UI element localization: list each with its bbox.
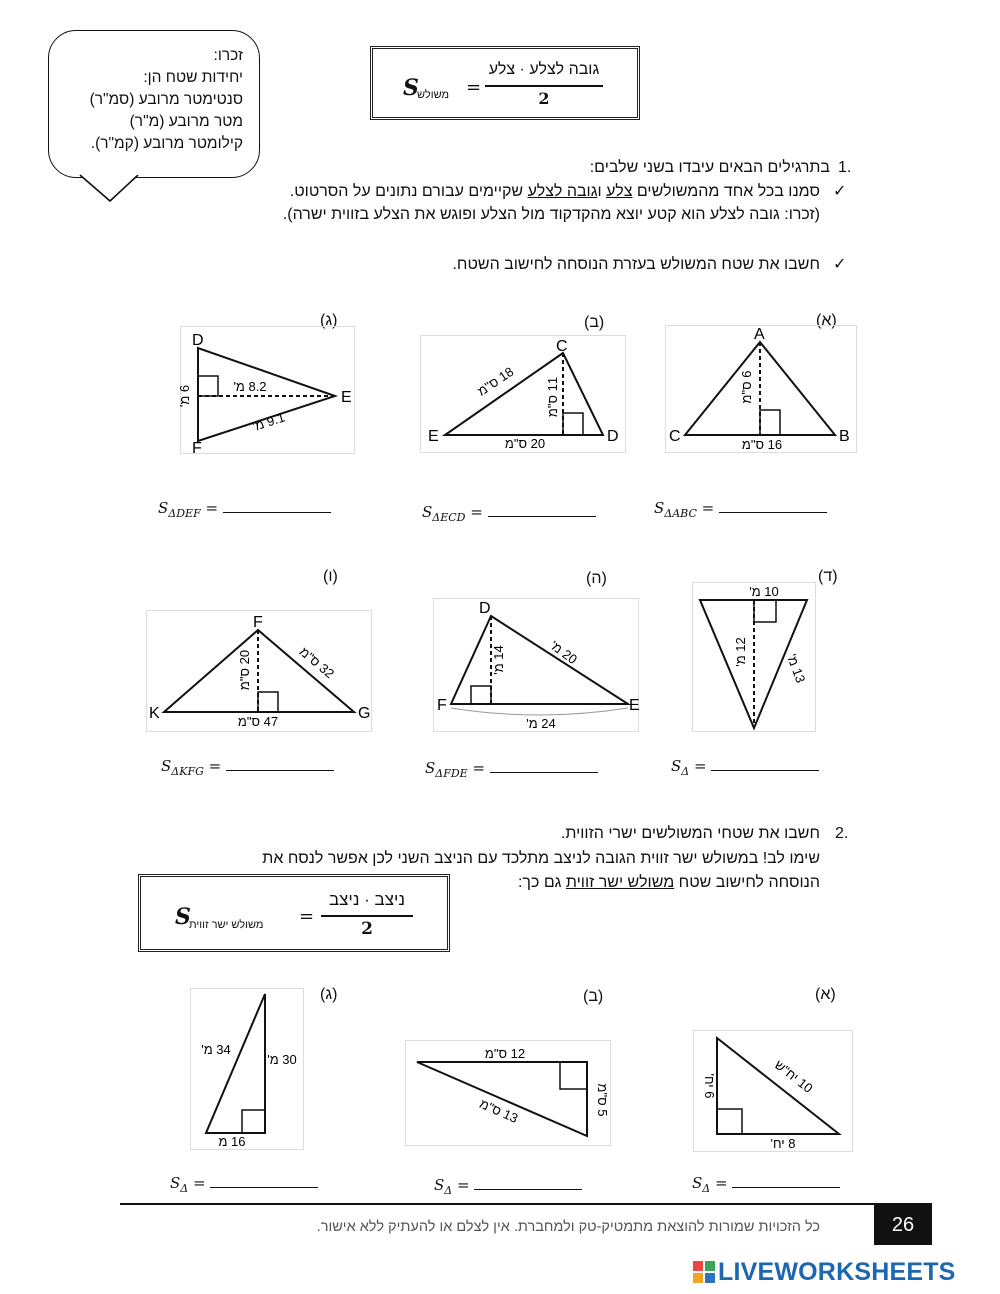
measure-label: 10 מ'	[749, 584, 779, 599]
answer-symbol: S	[425, 759, 436, 777]
text-part: גם כך:	[517, 874, 566, 891]
question2-intro: חשבו את שטחי המשולשים ישרי הזווית.	[560, 825, 820, 842]
answer-symbol: S	[158, 499, 169, 517]
right-triangle-c	[190, 988, 304, 1150]
answer-symbol: S	[654, 499, 665, 517]
vertex-label: E	[341, 389, 352, 406]
reminder-bubble	[48, 30, 260, 178]
vertex-label: F	[437, 697, 447, 714]
vertex-label: E	[629, 697, 640, 714]
measure-label: 13 ס"מ	[477, 1095, 521, 1126]
question1-number: 1.	[838, 159, 852, 176]
reminder-line: סנטימטר מרובע (סמ"ר)	[89, 91, 243, 108]
measure-label: 32 ס"מ	[296, 643, 338, 682]
answer-symbol: S	[422, 503, 433, 521]
check-mark-icon: ✓	[833, 183, 847, 200]
measure-label: 20 ס"מ	[237, 649, 252, 691]
answer-input[interactable]	[711, 756, 819, 771]
measure-label: 30 מ'	[267, 1052, 297, 1067]
formula-symbol: S	[175, 904, 191, 930]
question1-step1	[290, 181, 820, 202]
underlined-term: גובה לצלע	[527, 183, 598, 200]
question1-intro: בתרגילים הבאים עיבדו בשני שלבים:	[589, 159, 830, 176]
answer-right-b: $S_\Delta$ =	[434, 1175, 582, 1197]
reminder-text	[90, 45, 243, 155]
footer-copyright: כל הזכויות שמורות להוצאת מתמטיק-טק ולמחברת. אין לצלם או להעתיק ללא אישור.	[316, 1219, 820, 1235]
formula-numerator: גובה לצלע · צלע	[488, 61, 600, 78]
triangle-abc	[665, 325, 857, 453]
underlined-term: משולש ישר זווית	[565, 874, 675, 891]
vertex-label: F	[192, 440, 202, 457]
answer-subscript: ΔFDE	[435, 767, 468, 780]
text-part: סמנו בכל אחד מהמשולשים	[632, 183, 820, 200]
answer-def: $S_{\Delta DEF}$ =	[158, 498, 331, 520]
measure-label: 8.2 מ'	[233, 379, 267, 394]
vertex-label: C	[556, 338, 568, 355]
answer-symbol: S	[434, 1176, 445, 1194]
fraction-line	[485, 85, 603, 87]
vertex-label: B	[839, 428, 850, 445]
answer-d: $S_\Delta$ =	[671, 756, 819, 778]
text-part: שקיימים עבורם נתונים על הסרטוט.	[289, 183, 528, 200]
formula-subscript: משולש	[417, 89, 450, 101]
question2-note-line2	[518, 872, 820, 893]
measure-label: 12 מ'	[733, 637, 748, 667]
answer-input[interactable]	[223, 498, 331, 513]
formula-numerator: ניצב · ניצב	[328, 890, 406, 909]
measure-label: 14 מ'	[491, 645, 506, 675]
question1-note: (זכרו: גובה לצלע הוא קטע יוצא מהקדקוד מול הצלע ופוגש את הצלע בזווית ישרה).	[282, 206, 820, 223]
triangle-label: (א)	[815, 986, 836, 1003]
triangle-ecd	[420, 335, 626, 453]
answer-symbol: S	[170, 1174, 181, 1192]
answer-subscript: ΔKFG	[171, 765, 204, 778]
formula-subscript: משולש ישר זווית	[189, 919, 264, 931]
measure-label: 6 מ'	[177, 384, 192, 408]
measure-label: 9.1 מ'	[250, 409, 287, 434]
question2-note: שימו לב! במשולש ישר זווית הגובה לניצב מתלכד עם הניצב השני לכן אפשר לנסח את	[262, 850, 820, 867]
measure-label: 24 מ'	[526, 716, 556, 731]
answer-subscript: ΔDEF	[168, 507, 201, 520]
right-triangle-formula-box: S משולש ישר זווית = ניצב · ניצב 2	[138, 874, 450, 952]
measure-label: 18 ס"מ	[474, 363, 517, 399]
answer-input[interactable]	[719, 498, 827, 513]
answer-symbol: S	[671, 757, 682, 775]
answer-subscript: Δ	[681, 765, 690, 778]
text-part: הנוסחה לחישוב שטח	[674, 874, 820, 891]
answer-subscript: ΔABC	[664, 507, 697, 520]
formula-denominator: 2	[361, 919, 373, 939]
triangle-inverted	[692, 582, 816, 732]
measure-label: 47 ס"מ	[237, 714, 279, 729]
answer-input[interactable]	[226, 756, 334, 771]
answer-right-a: $S_\Delta$ =	[692, 1173, 840, 1195]
answer-subscript: Δ	[180, 1182, 189, 1195]
vertex-label: F	[253, 614, 263, 631]
triangle-dfe	[433, 598, 639, 732]
answer-symbol: S	[692, 1174, 703, 1192]
measure-label: 11 ס"מ	[545, 376, 560, 418]
triangle-def	[177, 326, 355, 457]
measure-label: 16 מ	[218, 1134, 246, 1149]
area-formula-box: S משולש = גובה לצלע · צלע 2	[370, 46, 640, 120]
answer-subscript: ΔECD	[432, 511, 466, 524]
measure-label: 10 יח"ש	[771, 1057, 816, 1096]
question1-step2: חשבו את שטח המשולש בעזרת הנוסחה לחישוב השטח.	[452, 256, 820, 273]
measure-label: 6 ס"מ	[739, 370, 754, 404]
triangle-kfg	[146, 610, 372, 732]
answer-abc: $S_{\Delta ABC}$ =	[654, 498, 827, 520]
answer-symbol: S	[161, 757, 172, 775]
vertex-label: D	[479, 600, 491, 617]
measure-label: 8 יח'	[770, 1136, 796, 1151]
answer-ecd: $S_{\Delta ECD}$ =	[422, 502, 596, 524]
answer-input[interactable]	[732, 1173, 840, 1188]
underlined-term: צלע	[606, 183, 633, 200]
logo-grid-icon	[693, 1261, 715, 1283]
formula-denominator: 2	[538, 89, 550, 108]
brand-name: LIVEWORKSHEETS	[718, 1258, 956, 1286]
reminder-line: מטר מרובע (מ"ר)	[129, 113, 243, 130]
vertex-label: D	[607, 428, 619, 445]
right-triangle-b	[405, 1040, 611, 1146]
text-part: ו	[597, 183, 607, 200]
triangle-label: (ד)	[818, 568, 838, 585]
answer-input[interactable]	[488, 502, 596, 517]
reminder-title: זכרו:	[213, 47, 243, 64]
fraction-line	[321, 915, 413, 917]
question2-number: 2.	[835, 825, 849, 842]
measure-label: 5 ס"מ	[595, 1083, 610, 1117]
answer-input[interactable]	[210, 1173, 318, 1188]
page-number: 26	[874, 1205, 932, 1245]
bubble-tail	[75, 168, 145, 208]
reminder-line: קילומטר מרובע (קמ"ר).	[90, 135, 243, 152]
formula-symbol: S	[403, 75, 419, 101]
vertex-label: C	[669, 428, 681, 445]
answer-kfg: $S_{\Delta KFG}$ =	[161, 756, 334, 778]
reminder-line: יחידות שטח הן:	[143, 69, 243, 86]
answer-fde: $S_{\Delta FDE}$ =	[425, 758, 598, 780]
answer-right-c: $S_\Delta$ =	[170, 1173, 318, 1195]
measure-label: 34 מ'	[201, 1042, 231, 1057]
triangle-label: (ו)	[323, 568, 338, 585]
measure-label: 20 מ'	[547, 637, 580, 668]
triangle-label: (ב)	[584, 314, 605, 331]
vertex-label: A	[754, 326, 765, 343]
measure-label: 12 ס"מ	[484, 1046, 526, 1061]
triangle-label: (ב)	[583, 988, 604, 1005]
vertex-label: D	[192, 332, 204, 349]
vertex-label: E	[428, 428, 439, 445]
measure-label: 20 ס"מ	[504, 436, 546, 451]
right-triangle-a	[693, 1030, 853, 1152]
answer-subscript: Δ	[702, 1182, 711, 1195]
triangle-label: (ג)	[320, 312, 338, 329]
measure-label: 13 מ'	[784, 652, 809, 685]
vertex-label: K	[149, 705, 160, 722]
measure-label: 16 ס"מ	[741, 437, 783, 452]
answer-subscript: Δ	[444, 1184, 453, 1197]
answer-input[interactable]	[490, 758, 598, 773]
triangle-label: (ג)	[320, 986, 338, 1003]
measure-label: 6 יח'	[702, 1073, 717, 1099]
liveworksheets-logo[interactable]	[693, 1258, 993, 1286]
triangle-label: (ה)	[586, 570, 607, 587]
footer-rule	[120, 1203, 932, 1205]
check-mark-icon: ✓	[833, 256, 847, 273]
triangle-label: (א)	[816, 312, 837, 329]
vertex-label: G	[358, 705, 371, 722]
answer-input[interactable]	[474, 1175, 582, 1190]
